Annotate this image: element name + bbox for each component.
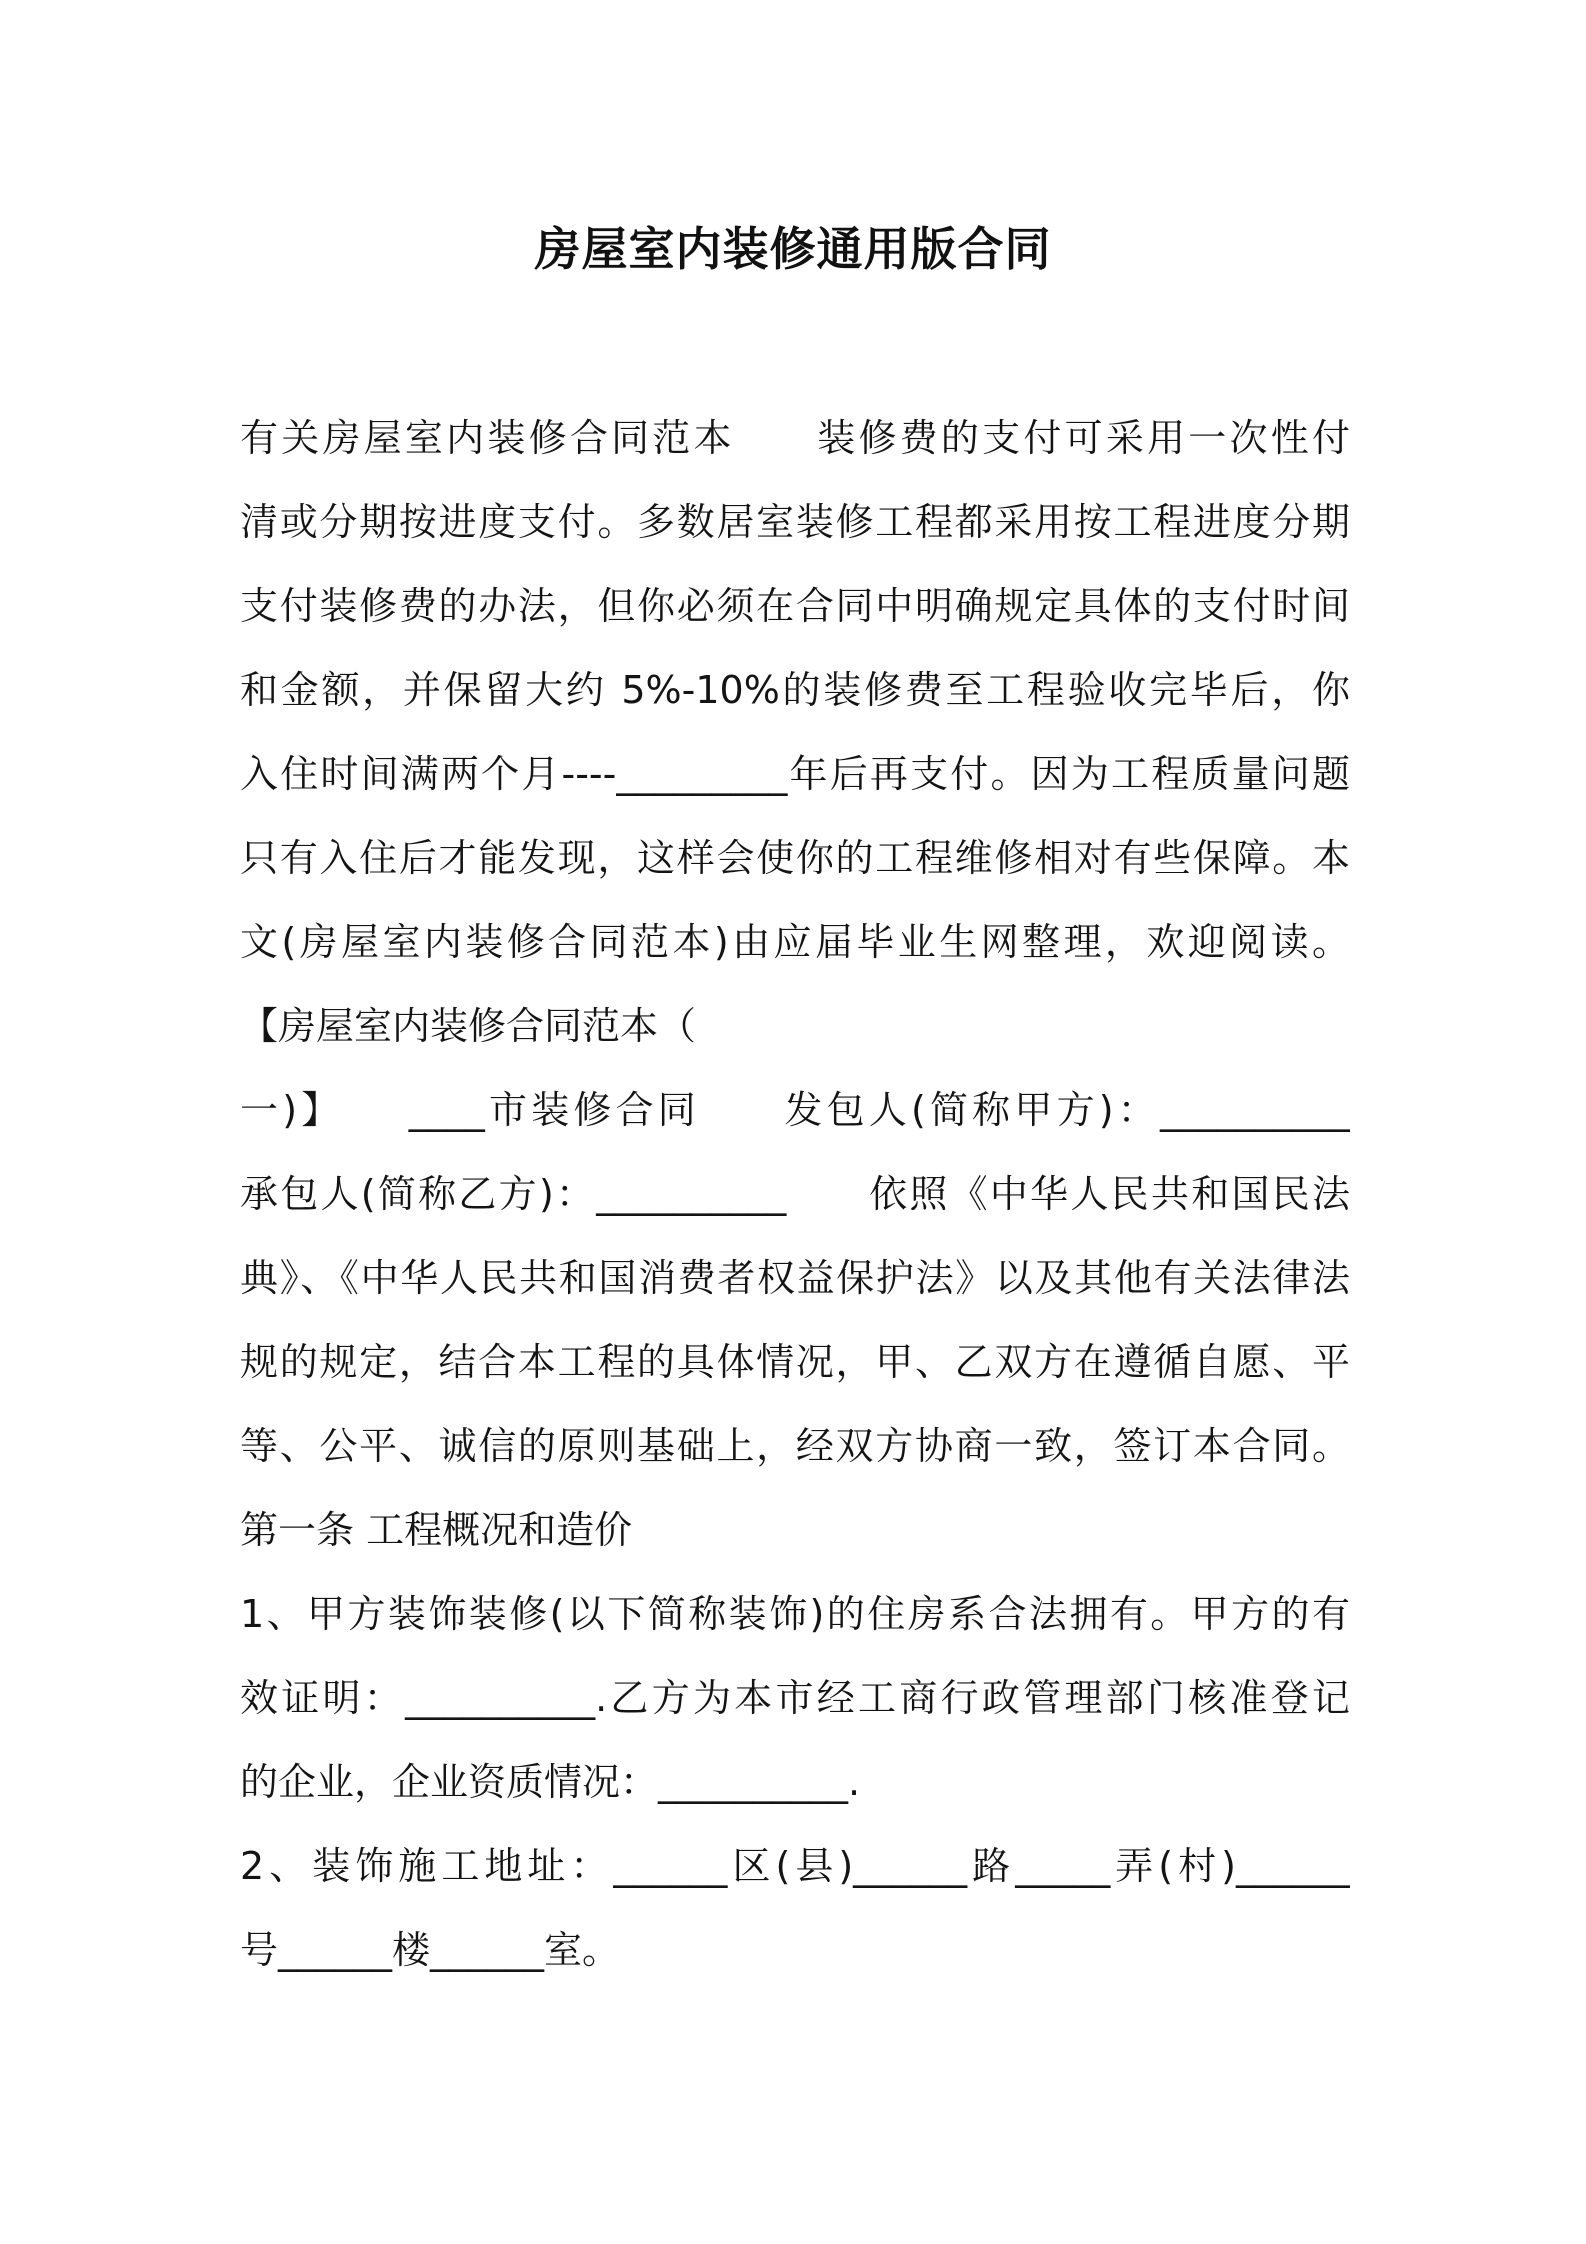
body-line: 效证明：__________.乙方为本市经工商行政管理部门核准登记 — [240, 1676, 1350, 1720]
body-line: 一)】 ____市装修合同 发包人(简称甲方)：__________ — [240, 1088, 1350, 1132]
body-line: 和金额，并保留大约 5%-10%的装修费至工程验收完毕后，你 — [240, 668, 1350, 712]
body-line: 等、公平、诚信的原则基础上，经双方协商一致，签订本合同。 — [240, 1424, 1350, 1468]
body-line: 入住时间满两个月----_________年后再支付。因为工程质量问题 — [240, 752, 1350, 796]
body-line: 承包人(简称乙方)：__________ 依照《中华人民共和国民法 — [240, 1172, 1350, 1216]
document-title: 房屋室内装修通用版合同 — [534, 222, 1052, 276]
body-line: 2、装饰施工地址：______区(县)______路_____弄(村)______ — [240, 1844, 1350, 1888]
body-line: 1、甲方装饰装修(以下简称装饰)的住房系合法拥有。甲方的有 — [240, 1592, 1350, 1636]
body-line: 典》、《中华人民共和国消费者权益保护法》以及其他有关法律法 — [240, 1256, 1350, 1300]
body-line: 只有入住后才能发现，这样会使你的工程维修相对有些保障。本 — [240, 836, 1350, 880]
body-line: 支付装修费的办法，但你必须在合同中明确规定具体的支付时间 — [240, 584, 1350, 628]
body-line: 规的规定，结合本工程的具体情况，甲、乙双方在遵循自愿、平 — [240, 1340, 1350, 1384]
section-heading: 【房屋室内装修合同范本（ — [240, 1004, 697, 1048]
body-line: 有关房屋室内装修合同范本 装修费的支付可采用一次性付 — [240, 416, 1350, 460]
body-line: 号______楼______室。 — [240, 1928, 621, 1972]
body-line: 清或分期按进度支付。多数居室装修工程都采用按工程进度分期 — [240, 500, 1350, 544]
article-heading: 第一条 工程概况和造价 — [240, 1508, 633, 1552]
body-line: 文(房屋室内装修合同范本)由应届毕业生网整理，欢迎阅读。 — [240, 920, 1350, 964]
body-line: 的企业，企业资质情况：__________. — [240, 1760, 861, 1804]
